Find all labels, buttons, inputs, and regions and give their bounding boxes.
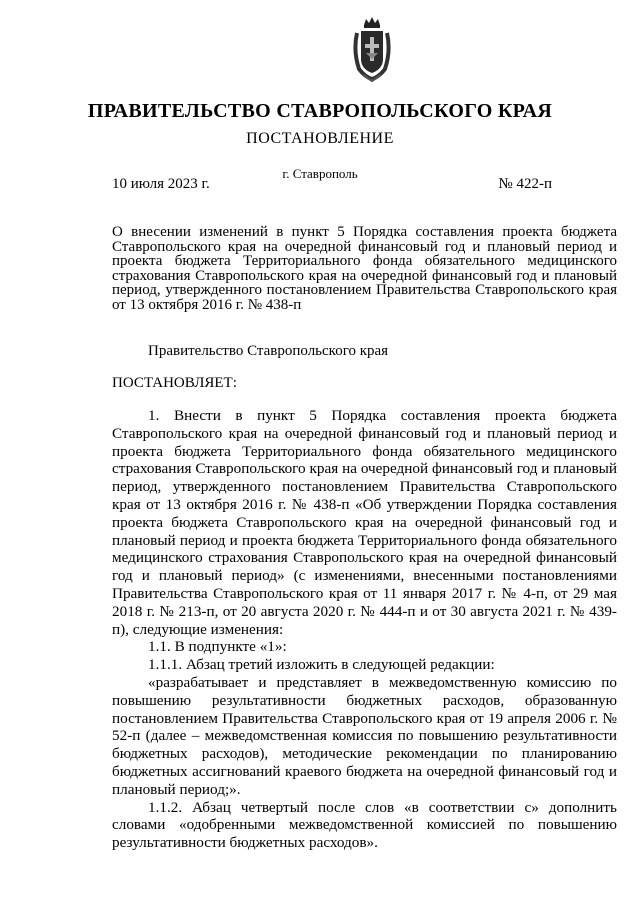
- decree-keyword: ПОСТАНОВЛЯЕТ:: [112, 375, 237, 391]
- organization-name: ПРАВИТЕЛЬСТВО СТАВРОПОЛЬСКОГО КРАЯ: [87, 100, 553, 122]
- city: г. Ставрополь: [282, 166, 358, 181]
- document-body: [112, 407, 617, 852]
- paragraph-1-1-1: 1.1.1. Абзац третий изложить в следующей редакции:: [148, 656, 495, 674]
- document-type: ПОСТАНОВЛЕНИЕ: [246, 130, 394, 147]
- issuing-authority: Правительство Ставропольского края: [148, 343, 389, 359]
- paragraph-1-1: 1.1. В подпункте «1»:: [148, 638, 287, 656]
- paragraph-1-1-2: 1.1.2. Абзац четвертый после слов «в соответствии с» дополнить словами «одобренными межведомственной комиссией по повышению результативности бюджетных расходов».: [112, 798, 617, 852]
- paragraph-1: 1. Внести в пункт 5 Порядка составления проекта бюджета Ставропольского края на очередной финансовый год и плановый период и проекта бюджета Территориального фонда обязательного медицинского страхования Ставропольского края на очередной финансовый год и плановый период, утвержденного постановлением Правительства Ставропольского края от 13 октября 2016 г. № 438-п «Об утверждении Порядка составления проекта бюджета Ставропольского края на очередной финансовый год и плановый период и проекта бюджета Территориального фонда обязательного медицинского страхования Ставропольского края на очередной финансовый год и плановый период» (с изменениями, внесенными постановлениями Правительства Ставропольского края от 11 января 2017 г. № 4-п, от 29 мая 2018 г. № 213-п, от 20 августа 2020 г. № 444-п и от 30 августа 2021 г. № 439-п), следующие изменения:: [112, 407, 617, 638]
- stavropol-coat-of-arms-icon: [351, 15, 393, 83]
- quoted-amendment: «разрабатывает и представляет в межведомственную комиссию по повышению результативности бюджетных расходов, образованную постановлением Правительства Ставропольского края от 19 апреля 2006 г. № 52-п (далее – межведомственная комиссия по повышению результативности бюджетных расходов), методические рекомендации по планированию бюджетных ассигнований краевого бюджета на очередной финансовый год и плановый период;».: [112, 673, 617, 798]
- document-title: О внесении изменений в пункт 5 Порядка составления проекта бюджета Ставропольского края на очередной финансовый год и плановый период и проекта бюджета Территориального фонда обязательного медицинского страхования Ставропольского края на очередной финансовый год и плановый период, утвержденного постановлением Правительства Ставропольского края от 13 октября 2016 г. № 438-п: [112, 224, 617, 313]
- document-date: 10 июля 2023 г.: [112, 176, 210, 192]
- document-number: № 422-п: [498, 176, 552, 192]
